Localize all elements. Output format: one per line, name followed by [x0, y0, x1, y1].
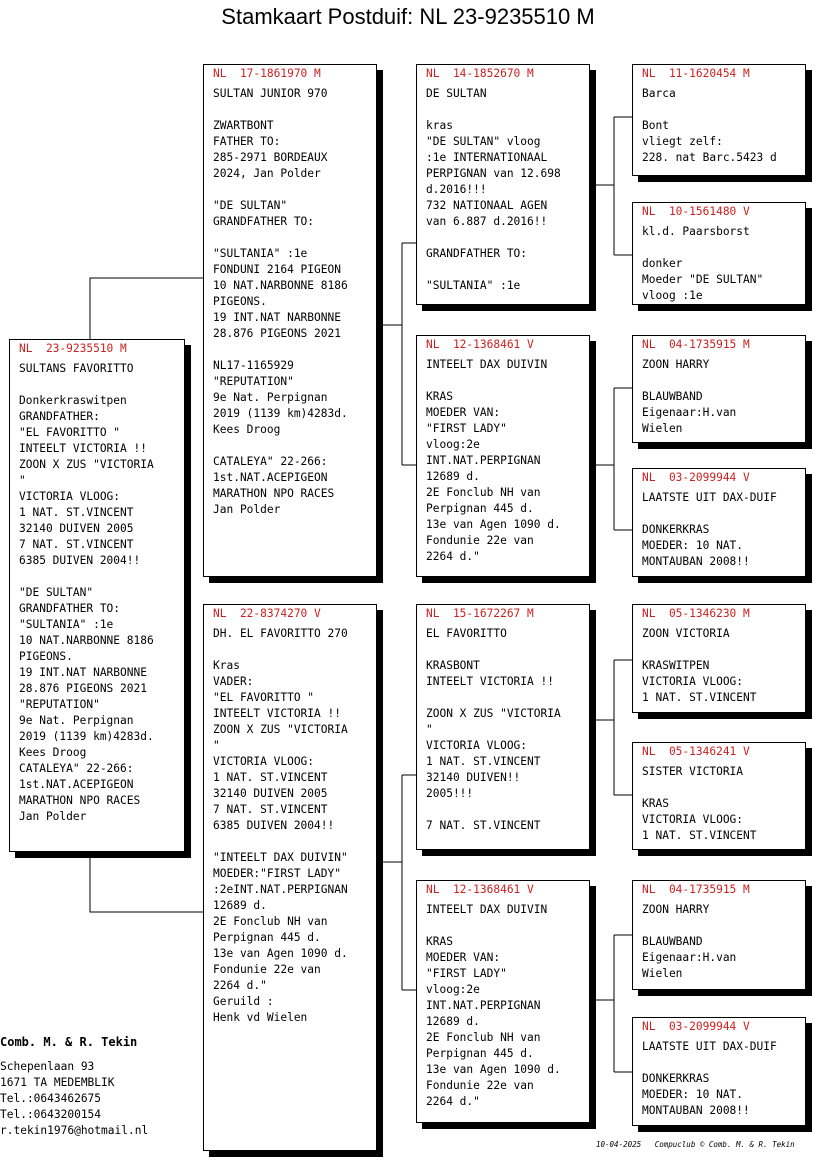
pigeon-card-father [203, 64, 377, 577]
ring-number: NL 15-1672267 M [426, 607, 534, 620]
owner-email: r.tekin1976@hotmail.nl [0, 1124, 149, 1137]
pigeon-card-maternal-grandfather [416, 604, 590, 850]
pigeon-card-paternal-grandfather [416, 64, 590, 305]
pigeon-card-maternal-grandmother [416, 880, 590, 1123]
ring-number: NL 23-9235510 M [19, 342, 127, 355]
pigeon-card-ggp-2 [632, 202, 806, 305]
pigeon-card-ggp-3 [632, 335, 806, 443]
owner-address: Schepenlaan 93 [0, 1060, 95, 1073]
ring-number: NL 05-1346230 M [642, 607, 750, 620]
pigeon-notes: DE SULTAN kras "DE SULTAN" vloog :1e INTERNATIONAAL PERPIGNAN van 12.698 d.2016!!! 732 NATIONAAL AGEN van 6.887 d.2016!! GRANDFATHER TO: "SULTANIA" :1e [426, 87, 561, 292]
pigeon-notes: EL FAVORITTO KRASBONT INTEELT VICTORIA !! ZOON X ZUS "VICTORIA " VICTORIA VLOOG: 1 NAT. ST.VINCENT 32140 DUIVEN!! 2005!!! 7 NAT. ST.VINCENT [426, 627, 561, 832]
pigeon-notes: SULTAN JUNIOR 970 ZWARTBONT FATHER TO: 285-2971 BORDEAUX 2024, Jan Polder "DE SULTAN" GRANDFATHER TO: "SULTANIA" :1e FONDUNI 2164 PIGEON 10 NAT.NARBONNE 8186 PIGEONS. 19 INT.NAT NARBONNE 28.876 PIGEONS 2021 NL17-1165929 "REPUTATION" 9e Nat. Perpignan 2019 (1139 km)4283d. Kees Droog CATALEYA" 22-266: 1st.NAT.ACEPIGEON MARATHON NPO RACES Jan Polder [213, 87, 348, 516]
pigeon-notes: INTEELT DAX DUIVIN KRAS MOEDER VAN: "FIRST LADY" vloog:2e INT.NAT.PERPIGNAN 12689 d. 2E Fonclub NH van Perpignan 445 d. 13e van Agen 1090 d. Fondunie 22e van 2264 d." [426, 903, 561, 1108]
ring-number: NL 04-1735915 M [642, 338, 750, 351]
pigeon-notes: ZOON VICTORIA KRASWITPEN VICTORIA VLOOG: 1 NAT. ST.VINCENT [642, 627, 757, 704]
pigeon-card-ggp-8 [632, 1017, 806, 1126]
pigeon-notes: LAATSTE UIT DAX-DUIF DONKERKRAS MOEDER: 10 NAT. MONTAUBAN 2008!! [642, 1040, 777, 1117]
ring-number: NL 04-1735915 M [642, 883, 750, 896]
pigeon-notes: kl.d. Paarsborst donker Moeder "DE SULTAN" vloog :1e [642, 225, 764, 302]
ring-number: NL 03-2099944 V [642, 471, 750, 484]
pigeon-card-ggp-1 [632, 64, 806, 176]
pigeon-notes: DH. EL FAVORITTO 270 Kras VADER: "EL FAVORITTO " INTEELT VICTORIA !! ZOON X ZUS "VICTORIA " VICTORIA VLOOG: 1 NAT. ST.VINCENT 32140 DUIVEN 2005 7 NAT. ST.VINCENT 6385 DUIVEN 2004!! "INTEELT DAX DUIVIN" MOEDER:"FIRST LADY" :2eINT.NAT.PERPIGNAN 12689 d. 2E Fonclub NH van Perpignan 445 d. 13e van Agen 1090 d. Fondunie 22e van 2264 d." Geruild : Henk vd Wielen [213, 627, 348, 1024]
owner-city: 1671 TA MEDEMBLIK [0, 1076, 115, 1089]
footer-credit: 10-04-2025 Compuclub © Comb. M. & R. Tekin [596, 1140, 795, 1149]
page-title: Stamkaart Postduif: NL 23-9235510 M [221, 4, 595, 29]
owner-phone-1: Tel.:0643462675 [0, 1092, 102, 1105]
pigeon-notes: ZOON HARRY BLAUWBAND Eigenaar:H.van Wielen [642, 903, 737, 980]
pigeon-notes: LAATSTE UIT DAX-DUIF DONKERKRAS MOEDER: 10 NAT. MONTAUBAN 2008!! [642, 491, 777, 568]
pigeon-notes: Barca Bont vliegt zelf: 228. nat Barc.5423 d [642, 87, 777, 164]
owner-phone-2: Tel.:0643200154 [0, 1108, 102, 1121]
ring-number: NL 14-1852670 M [426, 67, 534, 80]
pigeon-notes: SISTER VICTORIA KRAS VICTORIA VLOOG: 1 NAT. ST.VINCENT [642, 765, 757, 842]
ring-number: NL 22-8374270 V [213, 607, 321, 620]
pigeon-card-ggp-4 [632, 468, 806, 577]
ring-number: NL 03-2099944 V [642, 1020, 750, 1033]
ring-number: NL 10-1561480 V [642, 205, 750, 218]
pigeon-card-ggp-7 [632, 880, 806, 990]
pigeon-card-subject [9, 339, 185, 852]
pigeon-card-paternal-grandmother [416, 335, 590, 577]
pigeon-notes: SULTANS FAVORITTO Donkerkraswitpen GRANDFATHER: "EL FAVORITTO " INTEELT VICTORIA !! ZOON X ZUS "VICTORIA " VICTORIA VLOOG: 1 NAT. ST.VINCENT 32140 DUIVEN 2005 7 NAT. ST.VINCENT 6385 DUIVEN 2004!! "DE SULTAN" GRANDFATHER TO: "SULTANIA" :1e 10 NAT.NARBONNE 8186 PIGEONS. 19 INT.NAT NARBONNE 28.876 PIGEONS 2021 "REPUTATION" 9e Nat. Perpignan 2019 (1139 km)4283d. Kees Droog CATALEYA" 22-266: 1st.NAT.ACEPIGEON MARATHON NPO RACES Jan Polder [19, 362, 154, 823]
owner-name: Comb. M. & R. Tekin [0, 1035, 138, 1049]
ring-number: NL 17-1861970 M [213, 67, 321, 80]
pigeon-notes: INTEELT DAX DUIVIN KRAS MOEDER VAN: "FIRST LADY" vloog:2e INT.NAT.PERPIGNAN 12689 d. 2E Fonclub NH van Perpignan 445 d. 13e van Agen 1090 d. Fondunie 22e van 2264 d." [426, 358, 561, 563]
ring-number: NL 11-1620454 M [642, 67, 750, 80]
pigeon-notes: ZOON HARRY BLAUWBAND Eigenaar:H.van Wielen [642, 358, 737, 435]
ring-number: NL 12-1368461 V [426, 883, 534, 896]
owner-block [0, 1034, 148, 1139]
ring-number: NL 05-1346241 V [642, 745, 750, 758]
pigeon-card-ggp-6 [632, 742, 806, 850]
pigeon-card-mother [203, 604, 377, 1151]
pigeon-card-ggp-5 [632, 604, 806, 713]
ring-number: NL 12-1368461 V [426, 338, 534, 351]
